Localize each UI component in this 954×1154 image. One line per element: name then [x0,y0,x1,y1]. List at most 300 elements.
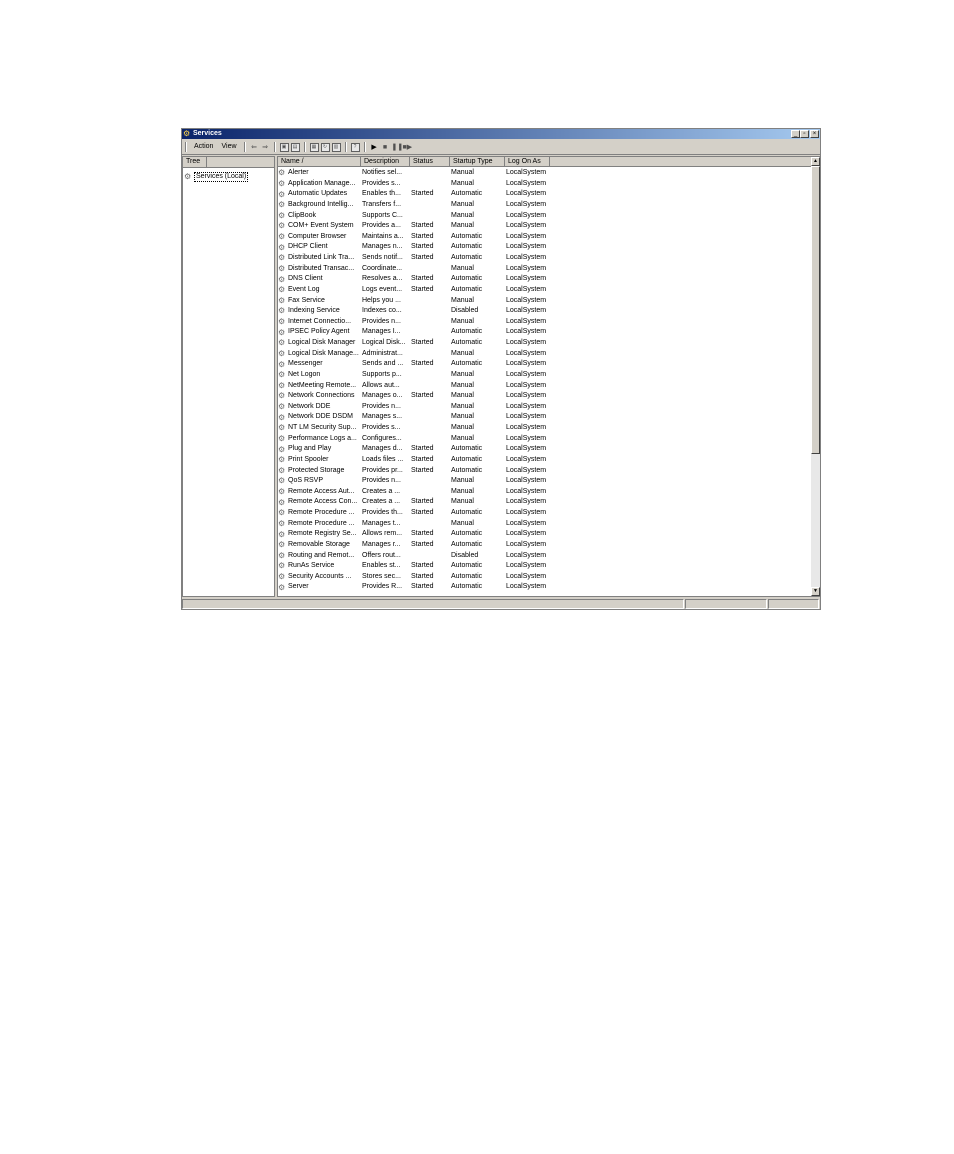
table-row[interactable] [278,296,550,307]
service-status: Started [411,222,434,230]
service-log-on-as: LocalSystem [506,519,547,527]
service-name: Application Manage... [288,179,356,187]
service-name-cell [278,296,361,307]
service-log-on-as: LocalSystem [506,317,547,325]
service-gear-icon: ⚙ [278,338,286,348]
service-log-on-as: LocalSystem [506,572,547,580]
service-description: Provides pr... [362,466,403,474]
service-description: Sends and ... [362,360,404,368]
service-name-cell [278,476,361,487]
service-name-cell [278,221,361,232]
service-log-on-as: LocalSystem [506,360,547,368]
service-status [410,476,450,487]
services-gear-icon: ⚙ [184,172,192,181]
service-startup-type: Automatic [451,360,483,368]
help-icon[interactable]: ? [351,143,360,152]
window-title: Services [193,130,222,137]
service-name: Messenger [288,360,323,368]
service-name-cell [278,189,361,200]
list-header [278,157,813,167]
service-name-cell [278,508,361,519]
service-gear-icon: ⚙ [278,518,286,528]
service-name: Remote Procedure ... [288,509,355,516]
table-row[interactable] [278,519,550,530]
service-name-cell [278,551,361,562]
service-description: Manages o... [362,392,403,400]
table-row[interactable] [278,189,550,200]
service-gear-icon: ⚙ [278,327,286,337]
close-icon[interactable]: × [810,130,819,138]
service-gear-icon: ⚙ [278,465,286,475]
service-name: Remote Access Aut... [288,487,355,495]
service-gear-icon: ⚙ [278,529,286,539]
service-log-on-as: LocalSystem [506,583,547,591]
table-row[interactable] [278,487,550,498]
table-row[interactable] [278,572,550,583]
service-startup-type: Manual [451,200,474,208]
table-row[interactable] [278,497,550,508]
status-bar [182,599,820,610]
service-startup-type: Manual [451,477,474,485]
status-pane-3 [768,599,819,609]
service-log-on-as: LocalSystem [506,381,547,389]
service-gear-icon: ⚙ [278,402,286,412]
table-row[interactable] [278,508,550,519]
table-row[interactable] [278,221,550,232]
table-row[interactable] [278,285,550,296]
service-log-on-as: LocalSystem [506,211,547,219]
service-name: Background Intellig... [288,200,354,208]
table-row[interactable] [278,168,550,179]
service-log-on-as: LocalSystem [506,232,547,240]
service-name: Performance Logs a... [288,434,357,442]
service-status [410,200,450,211]
service-gear-icon: ⚙ [278,348,286,358]
service-name-cell [278,338,361,349]
vertical-scrollbar[interactable] [811,157,820,596]
service-name: Distributed Transac... [288,264,355,272]
service-startup-type: Manual [451,222,474,230]
service-status: Started [411,530,434,538]
service-name-cell [278,466,361,477]
table-row[interactable] [278,317,550,328]
service-gear-icon: ⚙ [278,444,286,454]
service-description: Manages I... [362,328,401,336]
service-status [410,381,450,392]
toolbar-separator [345,142,347,152]
service-description: Creates a ... [362,498,401,506]
service-gear-icon: ⚙ [278,317,286,327]
service-gear-icon: ⚙ [278,487,286,497]
service-startup-type: Automatic [451,285,483,293]
service-description: Provides n... [362,402,401,410]
tree-header [183,157,274,168]
table-row[interactable] [278,179,550,190]
table-row[interactable] [278,391,550,402]
service-name: Print Spooler [288,455,329,463]
service-name-cell [278,497,361,508]
service-gear-icon: ⚙ [278,359,286,369]
properties-icon[interactable]: ▦ [310,143,319,152]
service-status [410,551,450,562]
services-gear-icon: ⚙ [183,129,191,138]
service-gear-icon: ⚙ [278,380,286,390]
service-name: Protected Storage [288,466,345,474]
service-log-on-as: LocalSystem [506,434,547,442]
service-name-cell [278,264,361,275]
table-row[interactable] [278,540,550,551]
title-bar[interactable] [182,129,820,139]
service-name-cell [278,487,361,498]
service-status: Started [411,360,434,368]
service-log-on-as: LocalSystem [506,222,547,230]
service-description: Loads files ... [362,455,404,463]
service-name: Removable Storage [288,540,350,548]
service-log-on-as: LocalSystem [506,264,547,272]
service-log-on-as: LocalSystem [506,562,547,570]
table-row[interactable] [278,551,550,562]
service-status [410,317,450,328]
service-name-cell [278,412,361,423]
service-log-on-as: LocalSystem [506,551,547,559]
scroll-thumb[interactable] [811,166,820,454]
tree-node-label: Services (Local) [196,173,247,180]
export-icon[interactable]: ▥ [332,143,341,152]
service-name: DNS Client [288,275,323,283]
table-row[interactable] [278,232,550,243]
service-startup-type: Automatic [451,562,483,570]
toolbar-separator [274,142,276,152]
table-row[interactable] [278,455,550,466]
table-row[interactable] [278,338,550,349]
table-row[interactable] [278,242,550,253]
service-gear-icon: ⚙ [278,253,286,263]
service-startup-type: Manual [451,381,474,389]
service-gear-icon: ⚙ [278,189,286,199]
table-row[interactable] [278,306,550,317]
service-name: Logical Disk Manage... [288,349,359,357]
toolbar-grip [185,142,187,152]
service-log-on-as: LocalSystem [506,200,547,208]
service-log-on-as: LocalSystem [506,254,547,261]
service-name: Network DDE [288,402,331,410]
service-gear-icon: ⚙ [278,391,286,401]
column-header-status[interactable]: Status [410,157,450,167]
service-gear-icon: ⚙ [278,455,286,465]
service-name-cell [278,253,361,264]
service-name-cell [278,232,361,243]
service-name: Security Accounts ... [288,572,352,580]
service-name: Automatic Updates [288,190,348,198]
service-gear-icon: ⚙ [278,242,286,252]
service-name: Remote Registry Se... [288,530,357,538]
service-description: Indexes co... [362,307,402,315]
table-row[interactable] [278,402,550,413]
service-description: Helps you ... [362,296,401,304]
service-name-cell [278,423,361,434]
table-row[interactable] [278,444,550,455]
service-gear-icon: ⚙ [278,540,286,550]
service-startup-type: Automatic [451,339,483,346]
service-description: Provides th... [362,509,403,516]
service-description: Provides a... [362,222,401,230]
service-log-on-as: LocalSystem [506,285,547,293]
service-gear-icon: ⚙ [278,221,286,231]
service-log-on-as: LocalSystem [506,455,547,463]
table-row[interactable] [278,370,550,381]
service-description: Offers rout... [362,551,401,559]
service-name-cell [278,359,361,370]
service-log-on-as: LocalSystem [506,243,547,251]
service-status: Started [411,562,434,570]
pause-icon[interactable]: ❚❚ [391,143,404,151]
service-name-cell [278,179,361,190]
service-startup-type: Manual [451,413,474,421]
service-name-cell [278,434,361,445]
service-status [410,402,450,413]
service-gear-icon: ⚙ [278,497,286,507]
service-name-cell [278,306,361,317]
menu-action[interactable]: Action [194,143,214,150]
service-startup-type: Manual [451,402,474,410]
service-log-on-as: LocalSystem [506,307,547,315]
show-hide-icon[interactable]: ▤ [291,143,300,152]
service-gear-icon: ⚙ [278,274,286,284]
service-log-on-as: LocalSystem [506,296,547,304]
service-startup-type: Automatic [451,572,483,580]
tree-header-label: Tree [183,157,207,167]
service-name: ClipBook [288,211,317,219]
service-name-cell [278,285,361,296]
service-log-on-as: LocalSystem [506,466,547,474]
status-pane-2 [685,599,767,609]
service-log-on-as: LocalSystem [506,190,547,198]
service-description: Transfers f... [362,200,402,208]
service-startup-type: Manual [451,349,474,357]
column-header-description[interactable]: Description [361,157,410,167]
service-startup-type: Automatic [451,530,483,538]
service-startup-type: Manual [451,179,474,187]
scroll-down-icon[interactable]: ▼ [811,587,820,596]
service-name: QoS RSVP [288,477,324,485]
menu-view[interactable]: View [221,143,237,150]
service-status [410,168,450,179]
service-description: Administrat... [362,349,403,357]
service-description: Supports C... [362,211,403,219]
service-name: IPSEC Policy Agent [288,328,350,336]
service-startup-type: Manual [451,296,474,304]
service-name-cell [278,327,361,338]
service-name: RunAs Service [288,562,335,570]
service-startup-type: Automatic [451,328,483,336]
service-log-on-as: LocalSystem [506,540,547,548]
service-status: Started [411,275,434,283]
service-startup-type: Automatic [451,445,483,453]
service-status [410,306,450,317]
service-gear-icon: ⚙ [278,561,286,571]
service-description: Enables st... [362,562,401,570]
scroll-up-icon[interactable]: ▲ [811,157,820,166]
column-header-name[interactable]: Name / [278,157,361,167]
service-log-on-as: LocalSystem [506,487,547,495]
service-status [410,412,450,423]
service-name-cell [278,572,361,583]
table-row[interactable] [278,582,550,593]
table-row[interactable] [278,264,550,275]
table-row[interactable] [278,423,550,434]
service-name: Network Connections [288,392,355,400]
service-rows [278,168,550,593]
table-row[interactable] [278,327,550,338]
service-status: Started [411,254,434,261]
service-description: Configures... [362,434,402,442]
service-status: Started [411,445,434,453]
service-log-on-as: LocalSystem [506,349,547,357]
toolbar-separator [244,142,246,152]
service-status [410,423,450,434]
service-description: Allows aut... [362,381,400,389]
service-name-cell [278,274,361,285]
column-header-log-on-as[interactable]: Log On As [505,157,550,167]
service-startup-type: Manual [451,370,474,378]
toolbar [182,140,820,155]
column-header-startup-type[interactable]: Startup Type [450,157,505,167]
service-description: Maintains a... [362,232,404,240]
service-status: Started [411,392,434,400]
refresh-icon[interactable]: ↻ [321,143,330,152]
service-name: Logical Disk Manager [288,339,356,346]
service-log-on-as: LocalSystem [506,392,547,400]
table-row[interactable] [278,349,550,360]
service-description: Provides n... [362,317,401,325]
service-log-on-as: LocalSystem [506,445,547,453]
service-gear-icon: ⚙ [278,582,286,592]
service-description: Logs event... [362,285,403,293]
service-name: Remote Procedure ... [288,519,355,527]
service-status: Started [411,339,434,346]
service-status: Started [411,232,434,240]
service-description: Provides n... [362,477,401,485]
back-icon[interactable]: ⇐ [251,143,257,151]
service-gear-icon: ⚙ [278,285,286,295]
service-name: Indexing Service [288,307,340,315]
table-row[interactable] [278,434,550,445]
table-row[interactable] [278,359,550,370]
services-window [181,128,821,610]
service-log-on-as: LocalSystem [506,328,547,336]
service-status: Started [411,285,434,293]
service-status [410,211,450,222]
up-icon[interactable]: ▣ [280,143,289,152]
service-log-on-as: LocalSystem [506,509,547,516]
service-startup-type: Automatic [451,190,483,198]
service-name: Plug and Play [288,445,332,453]
service-log-on-as: LocalSystem [506,169,547,176]
table-row[interactable] [278,381,550,392]
table-row[interactable] [278,466,550,477]
service-status [410,519,450,530]
service-startup-type: Manual [451,317,474,325]
service-status [410,296,450,307]
tree-node-services-local[interactable] [184,172,274,182]
service-startup-type: Manual [451,424,474,431]
service-name-cell [278,561,361,572]
service-name-cell [278,242,361,253]
service-status: Started [411,572,434,580]
service-gear-icon: ⚙ [278,370,286,380]
restore-icon[interactable]: ▫ [800,130,809,138]
service-name-cell [278,391,361,402]
service-status [410,349,450,360]
table-row[interactable] [278,476,550,487]
service-description: Provides s... [362,424,401,431]
service-name: Net Logon [288,370,321,378]
service-gear-icon: ⚙ [278,210,286,220]
service-name: Routing and Remot... [288,551,355,559]
table-row[interactable] [278,274,550,285]
restart-icon[interactable]: ■▶ [402,143,413,151]
service-description: Manages n... [362,243,403,251]
table-row[interactable] [278,529,550,540]
service-startup-type: Automatic [451,509,483,516]
table-row[interactable] [278,412,550,423]
service-name-cell [278,540,361,551]
service-status: Started [411,583,434,591]
table-row[interactable] [278,211,550,222]
service-gear-icon: ⚙ [278,550,286,560]
service-description: Supports p... [362,370,402,378]
service-startup-type: Manual [451,487,474,495]
service-name-cell [278,444,361,455]
service-name: Network DDE DSDM [288,413,353,421]
service-description: Resolves a... [362,275,403,283]
service-startup-type: Manual [451,392,474,400]
services-list [277,156,821,597]
service-status: Started [411,540,434,548]
service-startup-type: Manual [451,434,474,442]
service-status [410,264,450,275]
table-row[interactable] [278,253,550,264]
service-status [410,434,450,445]
service-startup-type: Manual [451,519,474,527]
service-gear-icon: ⚙ [278,232,286,242]
table-row[interactable] [278,200,550,211]
service-status [410,327,450,338]
service-name-cell [278,349,361,360]
stop-icon[interactable]: ■ [382,143,388,151]
start-icon[interactable]: ▶ [371,143,377,151]
service-log-on-as: LocalSystem [506,424,547,431]
service-name: NetMeeting Remote... [288,381,357,389]
service-log-on-as: LocalSystem [506,402,547,410]
service-description: Manages d... [362,445,403,453]
service-name-cell [278,168,361,179]
service-status [410,179,450,190]
service-name-cell [278,529,361,540]
service-name: Distributed Link Tra... [288,254,355,261]
tree-pane [182,156,275,597]
service-name: DHCP Client [288,243,328,251]
forward-icon[interactable]: ⇒ [262,143,268,151]
service-name: Alerter [288,169,309,176]
service-description: Enables th... [362,190,401,198]
service-startup-type: Automatic [451,254,483,261]
service-name: Remote Access Con... [288,498,358,506]
table-row[interactable] [278,561,550,572]
service-status [410,370,450,381]
service-name-cell [278,402,361,413]
minimize-icon[interactable]: _ [791,130,800,138]
